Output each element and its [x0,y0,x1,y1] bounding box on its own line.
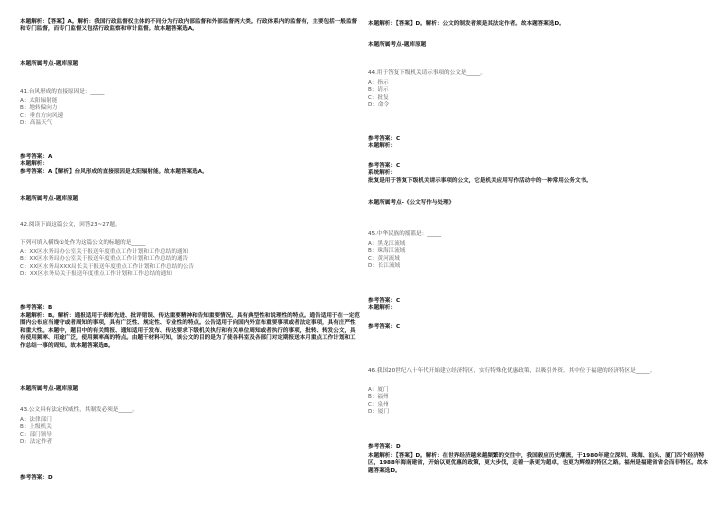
question-44-reference [368,136,708,151]
option-c: C：垂直方向风速 [20,112,64,119]
topic-label: 本题所属考点-题库原题 [20,386,79,392]
option-b: B：上级机关 [20,424,52,431]
prev-answer-explanation: 本题解析：【答案】A。解析：我国行政监督权主体的不同分为行政内部监督和外部监督两大类。行政体系内的监督有，主要包括一般监督和专门监督，而专门监督又包括行政监察和审计监督。故本题答案选A。 [20,19,358,33]
reference-answer: 参考答案：C [368,136,401,142]
question-45-reference [368,298,708,313]
question-44-options [368,80,708,110]
question-43-reference: 参考答案：D [20,475,53,481]
analysis-head: 系统解析： [368,170,396,177]
question-41-reference [20,154,360,176]
question-46-reference: 参考答案：D [368,444,401,450]
question-46-analysis: 本题解析：【答案】D。解析：在世界经济越来越频繁的交往中，我国毅应历史潮流，于1980年建立深圳、珠海、汕头、厦门四个经济特区，1988年海南建省，开始以更优惠的政策，更大步伐，走着一条更为超卓，也更为辉煌的特区之路。福州是福建省省会而非特区。故本题答案选D。 [368,453,709,474]
question-42-sub: 下列可填入横线①处作为这篇公文的标题的是_____ [20,240,146,246]
topic-label: 本题所属考点-题库原题 [368,42,427,48]
question-42-stem: 42.阅读下面这篇公文，回答23~27题。 [20,222,121,228]
option-a: A：法律部门 [20,417,52,423]
question-43-options [20,417,360,447]
option-b: B：请示 [368,87,389,94]
analysis-title: 本题解析： [368,143,396,150]
question-45-options [368,241,708,271]
question-42-analysis: 本题解析：B。解析：通报适用于表彰先进、批评错误、传达重要精神和告知重要情况。具有典型性和说理性的特点。通告适用于在一定范围内公布应当遵守或者周知的事项，具有广泛性、规定性、专业性的特点。公告适用于向国内外宣布重要事项或者法定事项，具有庄严性和重大性。本题中，题目中的有关简报、通知适用于发布、传达要求下级机关执行和有关单位周知或者执行的事项，批转、转发公文，具有使用频率、用途广泛，使用频率高的特点。由题干材料可知，该公文的目的是为了使各科室及各部门对定期报送本月重点工作计划和工作总结一事的周知。故本题答案选B。 [20,313,360,349]
question-44-stem: 44.用于答复下级机关请示事项的公文是_____。 [368,70,486,76]
question-45-analysis-reference: 参考答案：C [368,324,401,330]
analysis-title: 本题解析： [20,161,48,168]
option-c: C：批复 [368,94,389,101]
option-a: A：黑龙江流域 [368,241,406,247]
topic-label: 本题所属考点-题库原题 [20,196,79,202]
option-a: A：太阳辐射能 [20,98,58,104]
analysis-text: 批复是用于答复下级机关请示事项的公文，它是机关应用写作活动中的一种常用公务文书。 [368,177,592,184]
option-b: B：XX区水务局办公室关于报送年度重点工作计划和工作总结的通告 [20,256,189,263]
option-d: D：厦门 [368,409,390,416]
question-41-options [20,98,360,128]
question-45-stem: 45.中华民族的摇篮是：_____ [368,231,442,237]
question-42-options [20,249,360,279]
option-d: D：高温天气 [20,120,53,127]
option-a: A：XX区水务局办公室关于报送年度重点工作计划和工作总结的通知 [20,249,189,255]
reference-answer: 参考答案：C [368,298,401,304]
option-a: A：指示 [368,80,389,86]
option-d: D：法定作者 [20,439,53,446]
topic-label: 本题所属考点-题库原题 [20,61,79,67]
question-43-stem: 43.公文具有法定权威性，其制发必须是_____。 [20,407,138,413]
option-d: D：XX区水务局关于报送年度重点工作计划和工作总结的通知 [20,271,172,278]
question-46-options [368,387,708,417]
analysis-title: 本题解析： [368,305,396,312]
option-b: B：福州 [368,394,389,401]
analysis-text: 参考答案：A【解析】台风形成的直接原因是太阳辐射能。故本题答案选A。 [20,168,208,175]
option-c: C：黄河流域 [368,255,400,262]
option-b: B：珠海江流域 [368,248,406,255]
question-42-reference: 参考答案：B [20,305,53,311]
option-d: D：长江流域 [368,263,401,270]
option-c: C：部门领导 [20,431,52,438]
option-c: C：XX区水务局XXX局长关于报送年度重点工作计划和工作总结的公告 [20,263,195,270]
option-c: C：泉州 [368,401,389,408]
analysis-reference: 参考答案：C [368,163,401,169]
prev-answer-explanation: 本题解析：【答案】D。解析：公文的制发者须是其法定作者。故本题答案选D。 [368,21,565,27]
question-44-analysis [368,163,708,185]
option-b: B：地转偏向力 [20,105,58,112]
question-41-stem: 41.台风形成的直接原因是：_____ [20,89,105,95]
option-a: A：厦门 [368,387,389,393]
question-46-stem: 46.我国20世纪八十年代开始建立经济特区，实行特殊化优惠政策，以吸引外资。其中位于福建的经济特区是_____。 [368,368,656,374]
reference-answer: 参考答案：A [20,154,53,160]
option-d: D：命令 [368,102,390,109]
topic-label: 本题所属考点-《公文写作与处理》 [368,200,455,206]
